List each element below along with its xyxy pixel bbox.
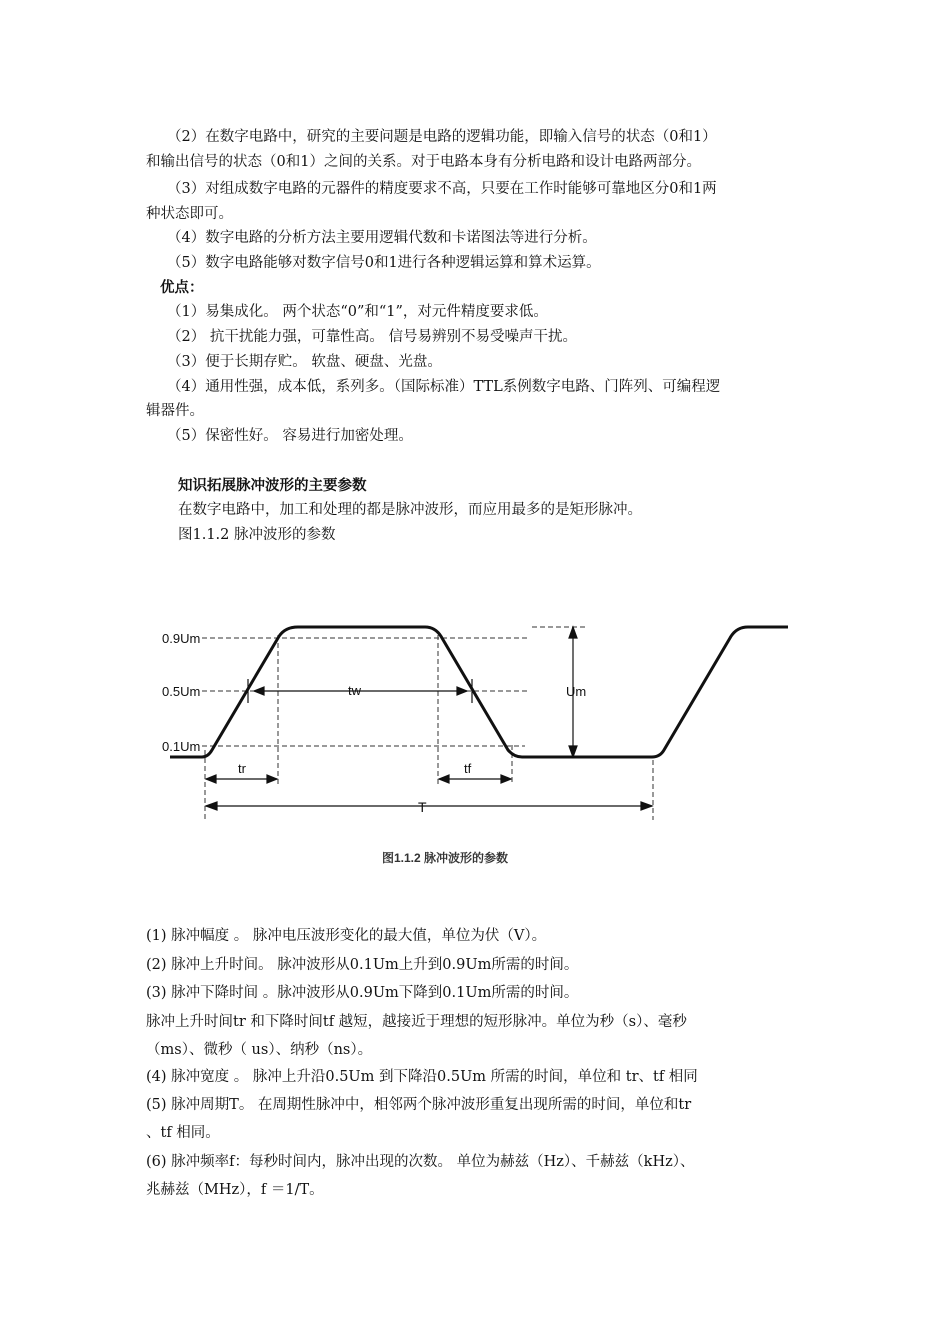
characteristic-line: （2）在数字电路中，研究的主要问题是电路的逻辑功能，即输入信号的状态（0和1） — [167, 129, 717, 145]
characteristic-line: 种状态即可。 — [146, 206, 233, 222]
t-arrowhead-right — [641, 802, 652, 810]
characteristic-line: （3）对组成数字电路的元器件的精度要求不高，只要在工作时能够可靠地区分0和1两 — [167, 181, 717, 197]
extension-intro: 在数字电路中，加工和处理的都是脉冲波形，而应用最多的是矩形脉冲。 — [178, 502, 642, 518]
t-arrowhead-left — [206, 802, 217, 810]
advantage-line: （3）便于长期存贮。 软盘、硬盘、光盘。 — [167, 354, 442, 370]
tw-arrowhead-right — [457, 687, 467, 695]
pulse-waveform-diagram — [150, 605, 800, 875]
tw-arrowhead-left — [254, 687, 264, 695]
tf-arrowhead-left — [439, 775, 449, 783]
advantage-line: 辑器件。 — [146, 403, 204, 419]
parameter-line: 脉冲上升时间tr 和下降时间tf 越短，越接近于理想的短形脉冲。单位为秒（s）、毫秒 — [146, 1014, 687, 1030]
characteristic-line: 和输出信号的状态（0和1）之间的关系。对于电路本身有分析电路和设计电路两部分。 — [146, 154, 701, 170]
advantage-line: （2） 抗干扰能力强，可靠性高。 信号易辨别不易受噪声干扰。 — [167, 329, 577, 345]
parameter-line: （ms）、微秒（ us）、纳秒（ns）。 — [146, 1042, 373, 1058]
parameter-line: (5) 脉冲周期T。 在周期性脉冲中，相邻两个脉冲波形重复出现所需的时间，单位和tr — [146, 1097, 692, 1113]
advantages-heading: 优点： — [160, 280, 204, 296]
parameter-line: (2) 脉冲上升时间。 脉冲波形从0.1Um上升到0.9Um所需的时间。 — [146, 957, 579, 973]
tf-arrowhead-right — [501, 775, 511, 783]
level-guides — [202, 627, 653, 820]
characteristic-line: （5）数字电路能够对数字信号0和1进行各种逻辑运算和算术运算。 — [167, 255, 601, 271]
advantage-line: （4）通用性强，成本低，系列多。（国际标准）TTL系例数字电路、门阵列、可编程逻 — [167, 379, 721, 395]
dimension-arrows — [206, 627, 652, 810]
characteristic-line: （4）数字电路的分析方法主要用逻辑代数和卡诺图法等进行分析。 — [167, 230, 597, 246]
tr-arrowhead-right — [267, 775, 277, 783]
label-0-1-um: 0.1Um — [162, 739, 201, 754]
label-tr: tr — [238, 761, 246, 776]
parameter-line: (1) 脉冲幅度 。 脉冲电压波形变化的最大值，单位为伏（V）。 — [146, 928, 547, 944]
extension-heading: 知识拓展脉冲波形的主要参数 — [178, 478, 367, 494]
parameter-line: (4) 脉冲宽度 。 脉冲上升沿0.5Um 到下降沿0.5Um 所需的时间，单位和 tr、tf 相同 — [146, 1069, 698, 1085]
figure-reference: 图1.1.2 脉冲波形的参数 — [178, 527, 336, 543]
label-um: Um — [566, 684, 587, 699]
label-tw: tw — [348, 683, 361, 698]
parameter-line: (3) 脉冲下降时间 。脉冲波形从0.9Um下降到0.1Um所需的时间。 — [146, 985, 579, 1001]
label-0-5-um: 0.5Um — [162, 684, 201, 699]
label-0-9-um: 0.9Um — [162, 631, 201, 646]
label-t: T — [418, 799, 427, 815]
advantage-line: （1）易集成化。 两个状态“0”和“1”，对元件精度要求低。 — [167, 304, 548, 320]
tr-arrowhead-left — [206, 775, 216, 783]
label-tf: tf — [464, 761, 472, 776]
parameter-line: (6) 脉冲频率f：每秒时间内，脉冲出现的次数。 单位为赫兹（Hz）、千赫兹（kHz）、 — [146, 1154, 695, 1170]
advantage-line: （5）保密性好。 容易进行加密处理。 — [167, 428, 413, 444]
figure-caption: 图1.1.2 脉冲波形的参数 — [382, 851, 509, 865]
um-arrowhead-top — [569, 627, 577, 638]
parameter-line: 兆赫兹（MHz），f ＝1/T。 — [146, 1182, 324, 1198]
pulse-waveform-figure — [150, 605, 800, 879]
um-arrowhead-bottom — [569, 746, 577, 757]
parameter-line: 、tf 相同。 — [146, 1125, 220, 1141]
